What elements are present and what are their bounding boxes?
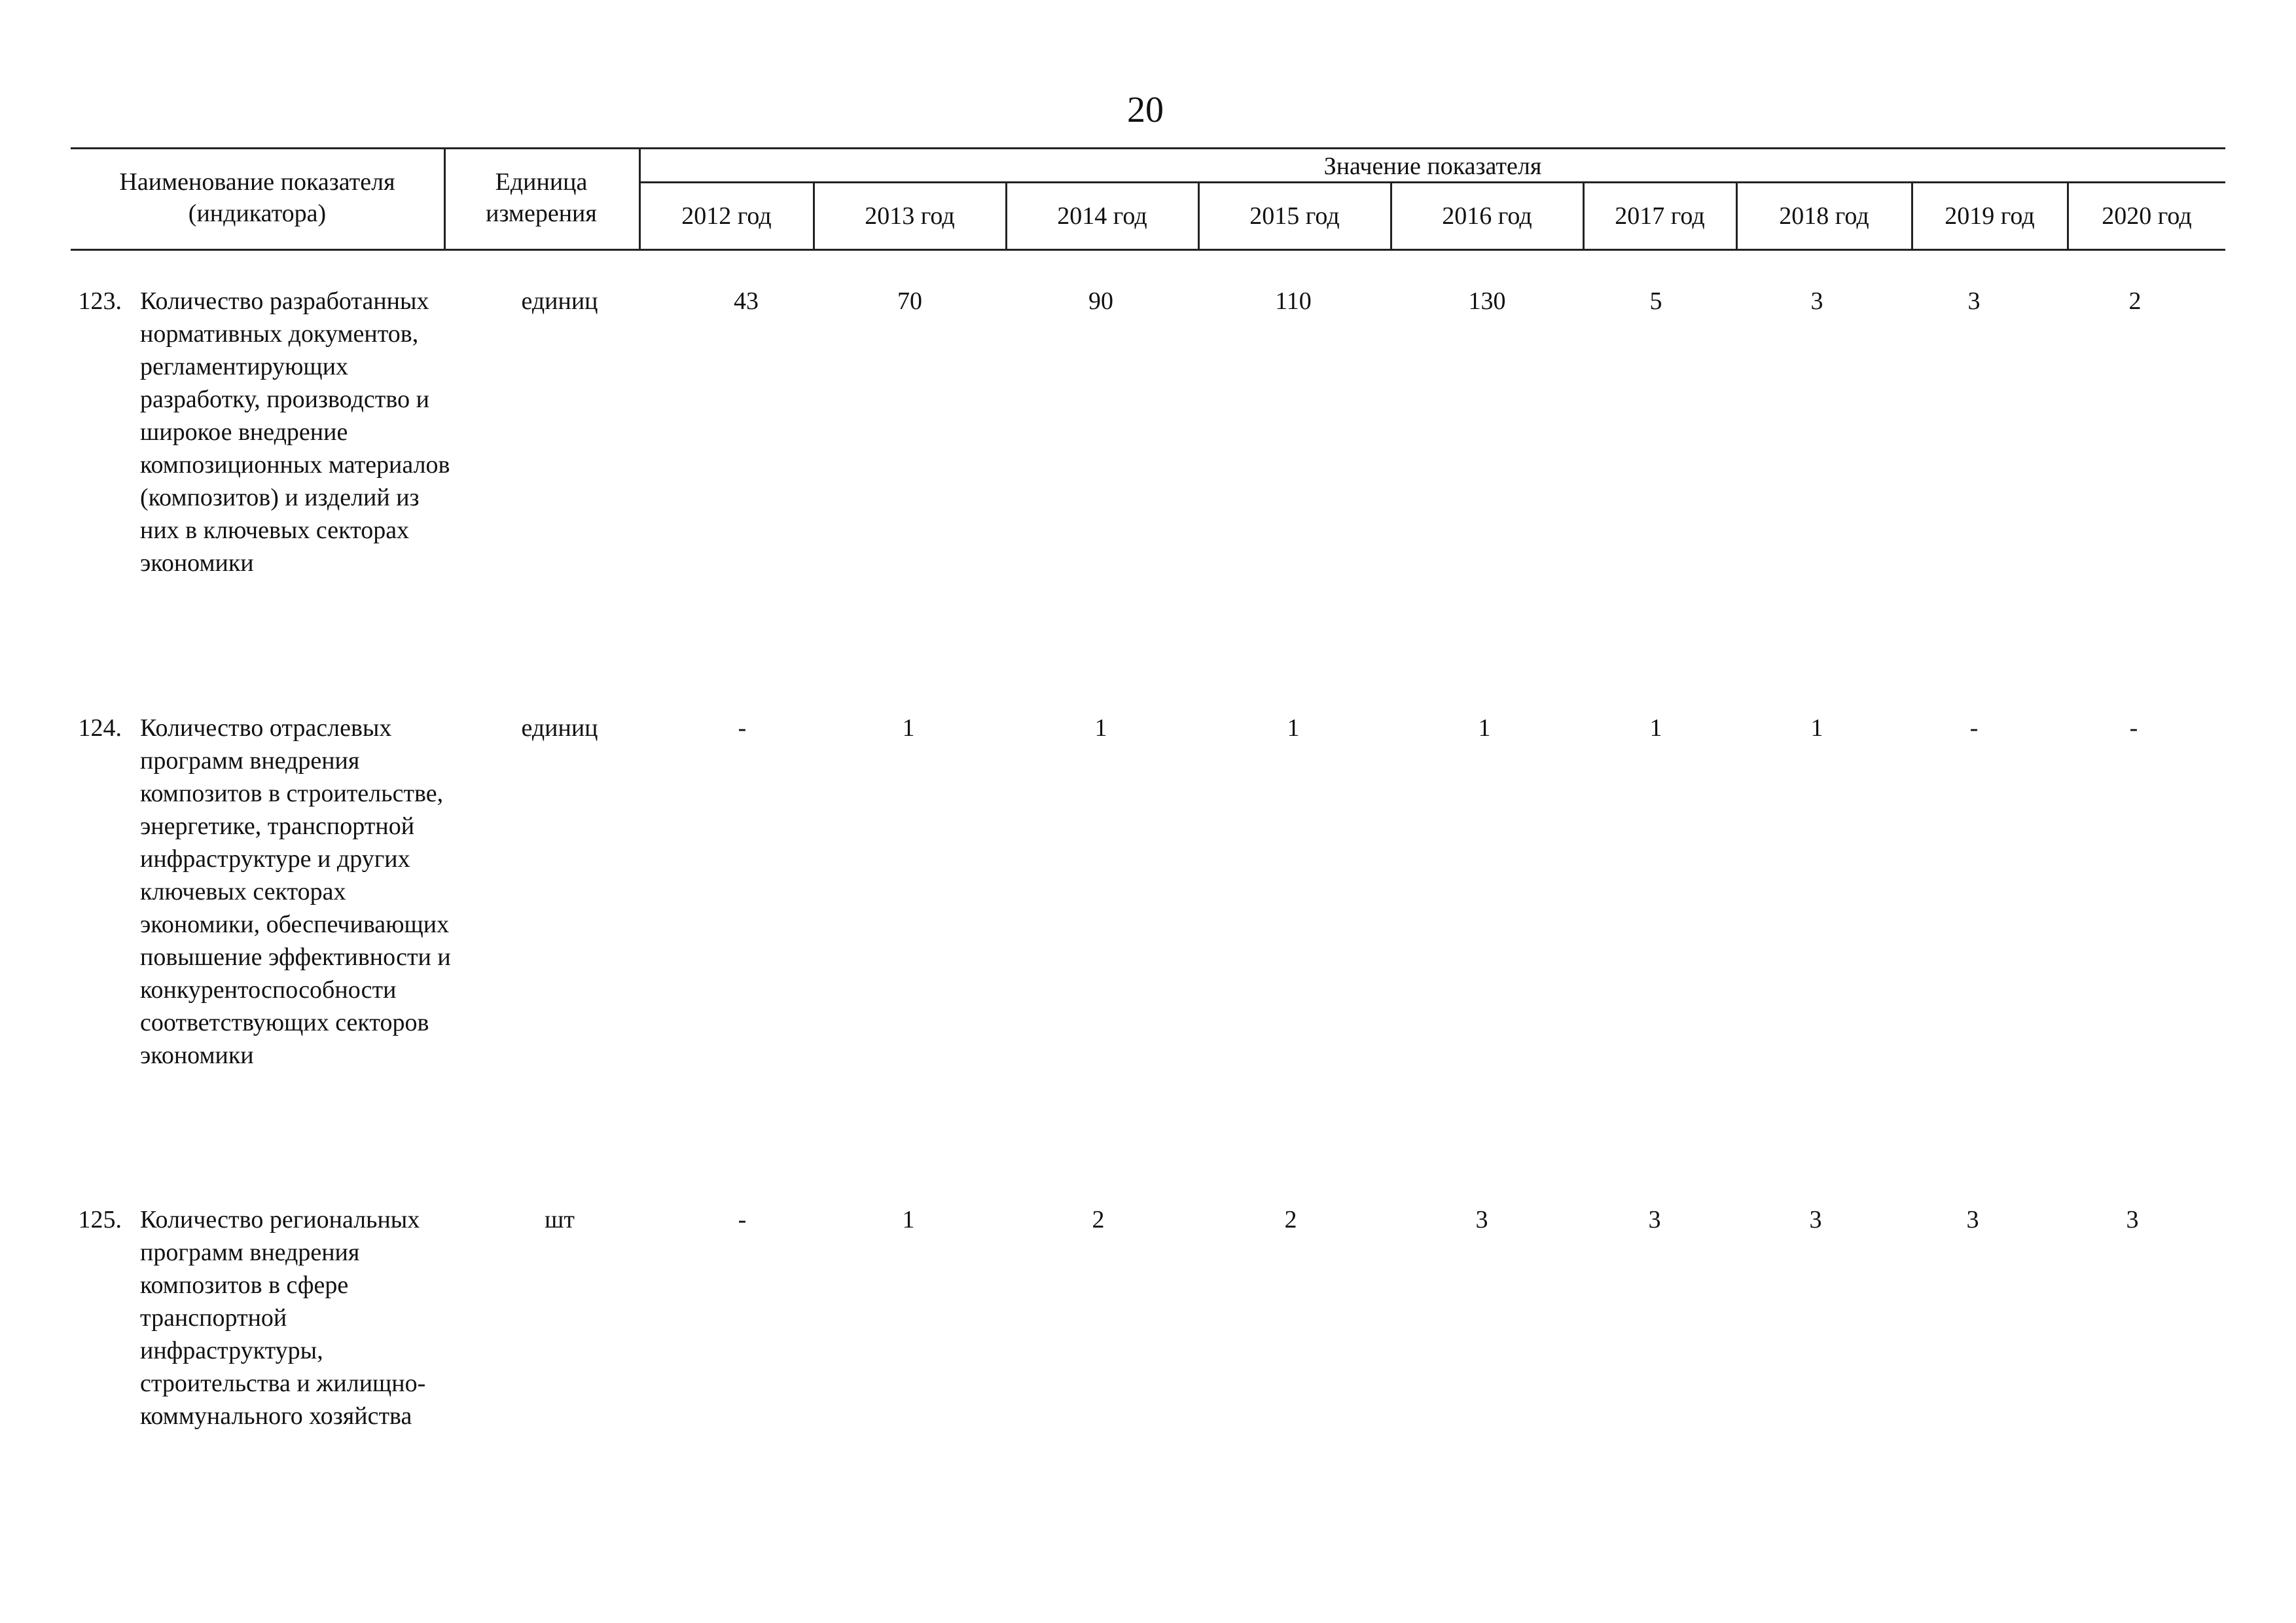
value-cell: 1	[1094, 714, 1107, 742]
value-cell: 3	[1966, 1206, 1979, 1233]
value-cell: 130	[1468, 287, 1506, 315]
header-year: 2019 год	[1945, 202, 2035, 230]
row-number: 123.	[78, 287, 122, 315]
header-name-col	[72, 166, 442, 229]
header-value-group: Значение показателя	[1323, 153, 1542, 180]
unit-cell: шт	[545, 1206, 575, 1233]
value-cell: -	[1969, 714, 1979, 742]
header-year: 2020 год	[2102, 202, 2192, 230]
value-cell: 2	[1092, 1206, 1105, 1233]
value-cell: 43	[734, 287, 759, 315]
header-unit-line: измерения	[486, 200, 597, 227]
value-cell: 3	[2126, 1206, 2139, 1233]
header-year: 2018 год	[1779, 202, 1869, 230]
value-cell: 1	[1649, 714, 1662, 742]
value-cell: 1	[902, 714, 915, 742]
value-cell: 1	[1478, 714, 1491, 742]
value-cell: 1	[1810, 714, 1823, 742]
table-top-rule	[71, 147, 2225, 149]
header-year: 2016 год	[1442, 202, 1532, 230]
value-cell: 2	[1284, 1206, 1297, 1233]
header-unit-line: Единица	[495, 168, 588, 196]
header-year: 2012 год	[681, 202, 772, 230]
row-number: 125.	[78, 1206, 122, 1233]
row-number: 124.	[78, 714, 122, 742]
value-cell: 2	[2128, 287, 2142, 315]
unit-cell: единиц	[521, 714, 598, 742]
value-cell: 3	[1648, 1206, 1661, 1233]
header-unit-col	[445, 166, 637, 229]
unit-cell: единиц	[521, 287, 598, 315]
value-cell: 3	[1810, 287, 1823, 315]
value-cell: 3	[1967, 287, 1981, 315]
value-cell: 5	[1649, 287, 1662, 315]
value-cell: -	[738, 1206, 747, 1233]
value-cell: 1	[902, 1206, 915, 1233]
value-cell: 70	[897, 287, 922, 315]
header-year: 2017 год	[1615, 202, 1705, 230]
value-cell: 90	[1088, 287, 1113, 315]
value-cell: -	[2129, 714, 2138, 742]
header-name-line: Наименование показателя	[119, 168, 395, 196]
header-year: 2015 год	[1249, 202, 1340, 230]
header-name-line: (индикатора)	[188, 200, 327, 227]
value-cell: -	[738, 714, 747, 742]
value-cell: 3	[1809, 1206, 1822, 1233]
value-cell: 3	[1475, 1206, 1488, 1233]
value-cell: 1	[1287, 714, 1300, 742]
indicator-name: Количество разработанных нормативных документов, регламентирующих разработку, производство и широкое внедрение композиционных материалов (композитов) и изделий из них в ключевых секторах экономики	[140, 287, 450, 577]
header-year: 2014 год	[1057, 202, 1147, 230]
header-year: 2013 год	[865, 202, 955, 230]
indicator-name: Количество отраслевых программ внедрения композитов в строительстве, энергетике, транспортной инфраструктуре и других ключевых секторах экономики, обеспечивающих повышение эффективности и конкурентоспособности соответствующих секторов экономики	[140, 714, 451, 1069]
page-number: 20	[1127, 90, 1164, 130]
value-cell: 110	[1275, 287, 1312, 315]
indicator-name: Количество региональных программ внедрения композитов в сфере транспортной инфраструктуры, строительства и жилищно-коммунального хозяйства	[140, 1206, 426, 1430]
header-bottom-rule	[71, 249, 2225, 251]
